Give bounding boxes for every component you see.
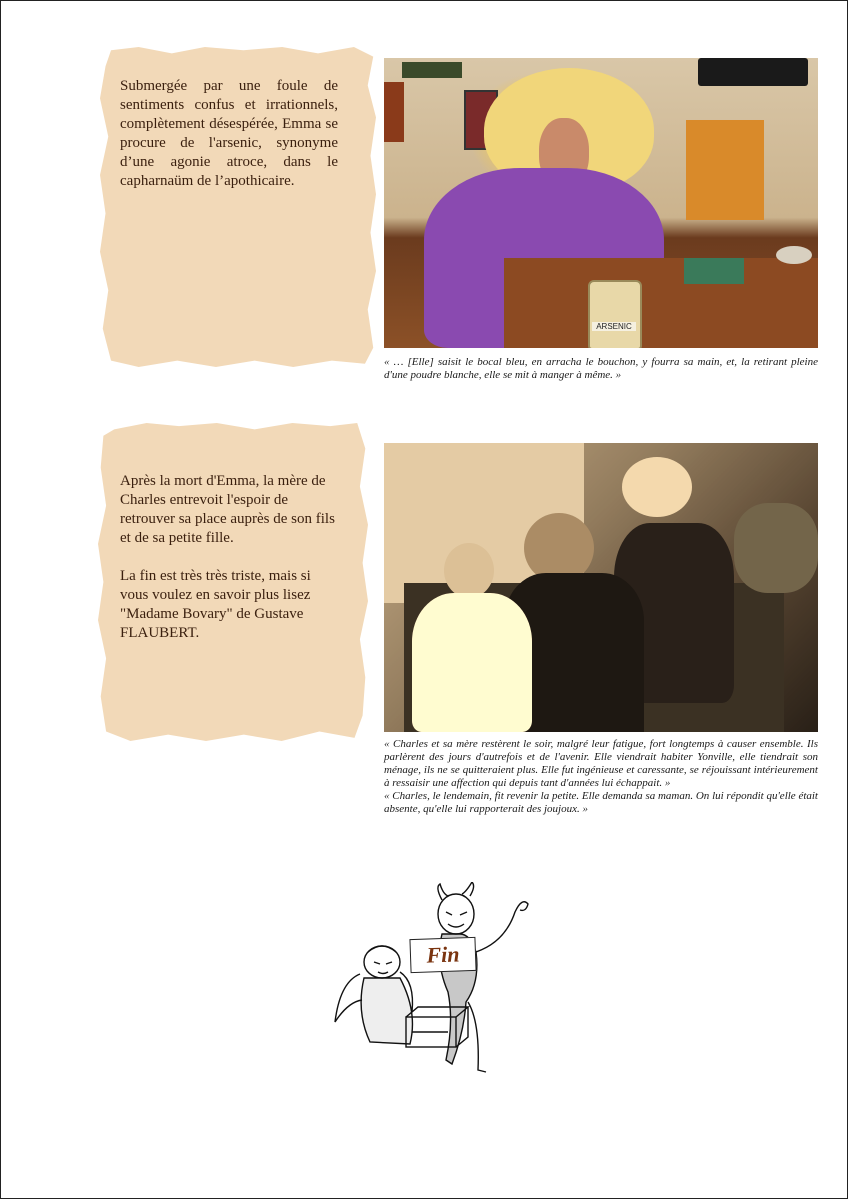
stereo — [698, 58, 808, 86]
fin-illustration — [330, 882, 535, 1077]
wall-picture — [402, 62, 462, 78]
caption-2-part-2: « Charles, le lendemain, fit revenir la petite. Elle demanda sa maman. On lui répondit qu'elle était absente, qu'elle lui rapporterait des joujoux. » — [384, 790, 818, 815]
grandmother-hair — [622, 457, 692, 517]
wall-poster-left — [384, 82, 404, 142]
paper-bag — [686, 120, 764, 220]
devil-horn-right-icon — [462, 882, 474, 896]
note-text-2 — [120, 472, 338, 662]
plant — [734, 503, 818, 593]
caption-2 — [384, 738, 818, 816]
girl-body — [412, 593, 532, 732]
note-text-1: Submergée par une foule de sentiments confus et irrationnels, complètement désespérée, Emma se procure de l'arsenic, synonyme d’une agonie atroce, dans le capharnaüm de l’apothicaire. — [120, 78, 338, 189]
note-2-paragraph-2: La fin est très très triste, mais si vous voulez en savoir plus lisez "Madame Bovary" de Gustave FLAUBERT. — [120, 568, 311, 641]
photo-emma-arsenic — [384, 58, 818, 348]
caption-1: « … [Elle] saisit le bocal bleu, en arracha le bouchon, y fourra sa main, et, la retirant pleine d'une poudre blanche, elle se mit à manger à même. » — [384, 356, 818, 381]
arsenic-jar — [588, 280, 642, 348]
caption-2-part-1: « Charles et sa mère restèrent le soir, malgré leur fatigue, fort longtemps à causer ensemble. Ils parlèrent des jours d'autrefois et de l'avenir. Elle viendrait habiter Yonville, elle tiendrait son ménage, ils ne se quitteraient plus. Elle fut ingénieuse et caressante, se réjouissant intérieurement à ressaisir une affection qui depuis tant d'années lui échappait. » — [384, 738, 818, 789]
magazine — [684, 258, 744, 284]
bowl — [776, 246, 812, 264]
fin-label: Fin — [409, 937, 476, 973]
angel-wing-icon — [335, 974, 362, 1022]
note-2-paragraph-1: Après la mort d'Emma, la mère de Charles entrevoit l'espoir de retrouver sa place auprès de son fils et de sa petite fille. — [120, 473, 335, 546]
jar-label: ARSENIC — [592, 322, 636, 331]
table — [504, 258, 818, 348]
photo-charles-family — [384, 443, 818, 732]
girl-head — [444, 543, 494, 598]
